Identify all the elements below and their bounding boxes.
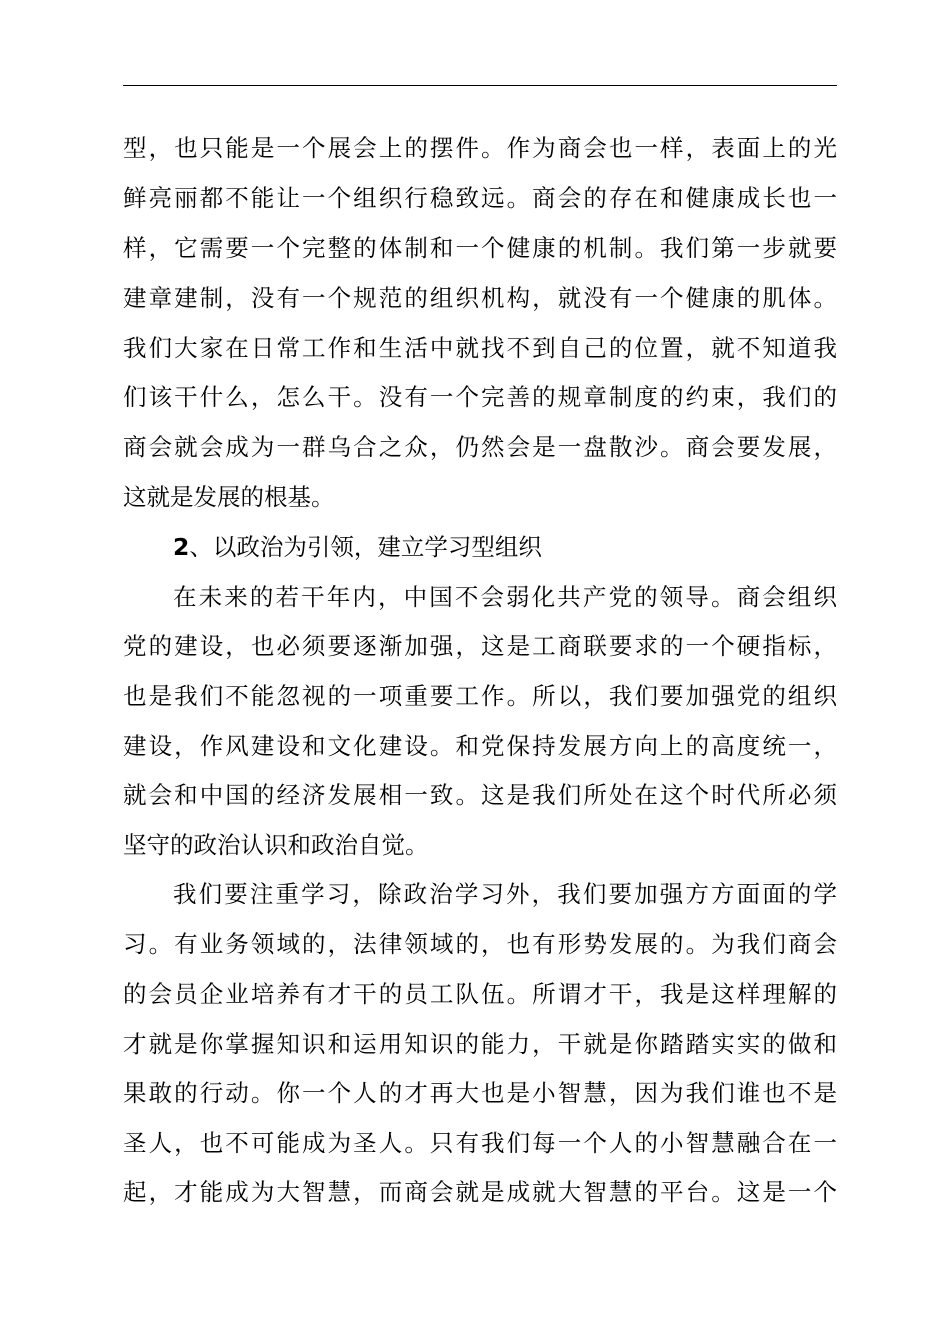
paragraph-3-line-6: 圣人，也不可能成为圣人。只有我们每一个人的小智慧融合在一 bbox=[123, 1129, 837, 1157]
paragraph-2-line-4: 建设，作风建设和文化建设。和党保持发展方向上的高度统一， bbox=[123, 732, 837, 760]
paragraph-1-line-2: 鲜亮丽都不能让一个组织行稳致远。商会的存在和健康成长也一 bbox=[123, 184, 837, 212]
section-heading-text: 、以政治为引领，建立学习型组织 bbox=[189, 533, 542, 561]
paragraph-2-line-1: 在未来的若干年内，中国不会弱化共产党的领导。商会组织 bbox=[173, 583, 837, 611]
paragraph-3-line-4: 才就是你掌握知识和运用知识的能力，干就是你踏踏实实的做和 bbox=[123, 1030, 837, 1058]
paragraph-3-line-7: 起，才能成为大智慧，而商会就是成就大智慧的平台。这是一个 bbox=[123, 1178, 837, 1206]
paragraph-1-line-7: 商会就会成为一群乌合之众，仍然会是一盘散沙。商会要发展， bbox=[123, 433, 837, 461]
paragraph-1-line-4: 建章建制，没有一个规范的组织机构，就没有一个健康的肌体。 bbox=[123, 284, 837, 312]
paragraph-3-line-2: 习。有业务领域的，法律领域的，也有形势发展的。为我们商会 bbox=[123, 930, 837, 958]
paragraph-1-line-3: 样，它需要一个完整的体制和一个健康的机制。我们第一步就要 bbox=[123, 234, 837, 262]
section-heading bbox=[173, 531, 837, 563]
paragraph-3-line-5: 果敢的行动。你一个人的才再大也是小智慧，因为我们谁也不是 bbox=[123, 1079, 837, 1107]
paragraph-2-line-6: 坚守的政治认识和政治自觉。 bbox=[123, 831, 429, 859]
header-rule bbox=[123, 85, 837, 86]
paragraph-2-line-2: 党的建设，也必须要逐渐加强，这是工商联要求的一个硬指标， bbox=[123, 632, 837, 660]
section-heading-number: 2 bbox=[173, 533, 190, 561]
paragraph-1-line-6: 们该干什么，怎么干。没有一个完善的规章制度的约束，我们的 bbox=[123, 383, 837, 411]
paragraph-2-line-5: 就会和中国的经济发展相一致。这是我们所处在这个时代所必须 bbox=[123, 781, 837, 809]
paragraph-1-line-8: 这就是发展的根基。 bbox=[123, 483, 335, 511]
paragraph-3-line-3: 的会员企业培养有才干的员工队伍。所谓才干，我是这样理解的 bbox=[123, 980, 837, 1008]
paragraph-3-line-1: 我们要注重学习，除政治学习外，我们要加强方方面面的学 bbox=[173, 880, 837, 908]
paragraph-1-line-5: 我们大家在日常工作和生活中就找不到自己的位置，就不知道我 bbox=[123, 334, 837, 362]
paragraph-1-line-1: 型，也只能是一个展会上的摆件。作为商会也一样，表面上的光 bbox=[123, 134, 837, 162]
paragraph-2-line-3: 也是我们不能忽视的一项重要工作。所以，我们要加强党的组织 bbox=[123, 682, 837, 710]
